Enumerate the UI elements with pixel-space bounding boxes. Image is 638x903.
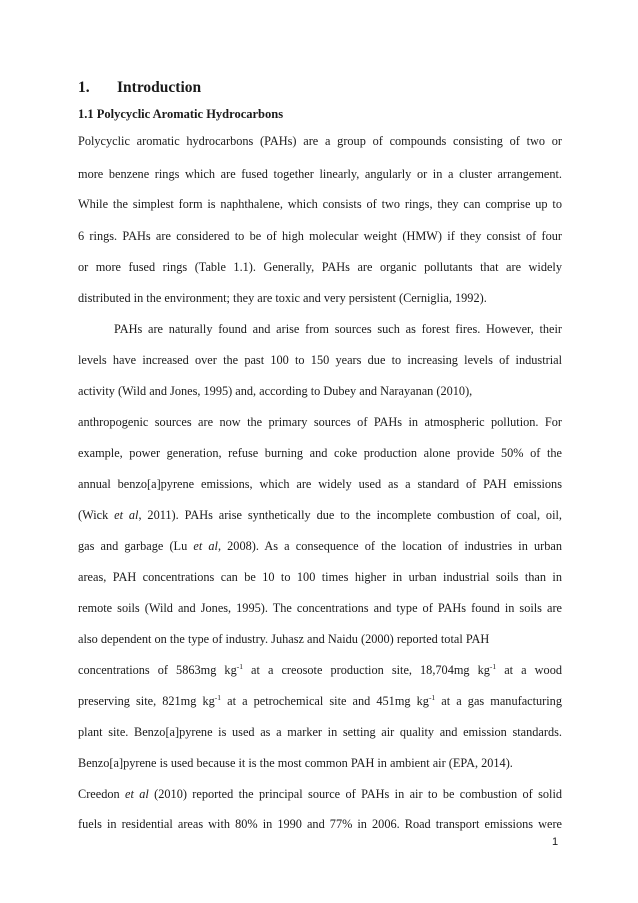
text-segment: at a petrochemical site and 451mg kg: [221, 694, 429, 708]
text-segment: at a creosote production site, 18,704mg kg: [242, 663, 490, 677]
superscript: -1: [428, 693, 436, 702]
text-segment: (2010) reported the principal source of PAHs in air to be combustion of solid: [148, 787, 563, 801]
paragraph-line: annual benzo[a]pyrene emissions, which are widely used as a standard of PAH emissions: [78, 477, 562, 491]
page-number: 1: [552, 836, 559, 848]
paragraph-line: or more fused rings (Table 1.1). Generally, PAHs are organic pollutants that are widely: [78, 260, 562, 274]
section-number: 1.: [78, 79, 90, 96]
paragraph-line: 6 rings. PAHs are considered to be of high molecular weight (HMW) if they consist of four: [78, 229, 562, 243]
italic-et-al: et al: [125, 787, 149, 801]
text-segment: concentrations of 5863mg kg: [78, 663, 237, 677]
text-segment: at a wood: [496, 663, 562, 677]
section-title: Introduction: [117, 79, 202, 96]
text-segment: , 2011). PAHs arise synthetically due to the incomplete combustion of coal, oil,: [138, 508, 562, 522]
superscript: -1: [214, 693, 222, 702]
paragraph-line: PAHs are naturally found and arise from sources such as forest fires. However, their: [114, 322, 562, 336]
paragraph-line: more benzene rings which are fused together linearly, angularly or in a cluster arrangement.: [78, 167, 562, 181]
superscript: -1: [236, 662, 243, 671]
paragraph-line: [78, 786, 562, 802]
italic-et-al: et al: [193, 539, 218, 553]
paragraph-line: Benzo[a]pyrene is used because it is the most common PAH in ambient air (EPA, 2014).: [78, 756, 513, 770]
paragraph-line: example, power generation, refuse burning and coke production alone provide 50% of the: [78, 446, 562, 460]
italic-et-al: et al: [114, 508, 139, 522]
paragraph-line: activity (Wild and Jones, 1995) and, according to Dubey and Narayanan (2010),: [78, 384, 473, 398]
superscript: -1: [489, 662, 497, 671]
text-segment: preserving site, 821mg kg: [78, 694, 215, 708]
text-segment: gas and garbage (Lu: [78, 539, 194, 553]
paragraph-line: [78, 693, 562, 709]
paragraph-line: anthropogenic sources are now the primary sources of PAHs in atmospheric pollution. For: [78, 415, 562, 429]
text-segment: Creedon: [78, 787, 126, 801]
paragraph-line: fuels in residential areas with 80% in 1990 and 77% in 2006. Road transport emissions were: [78, 817, 562, 831]
paragraph-line: [78, 662, 562, 678]
text-segment: , 2008). As a consequence of the location of industries in urban: [217, 539, 563, 553]
paragraph-line: also dependent on the type of industry. Juhasz and Naidu (2000) reported total PAH: [78, 632, 490, 646]
text-segment: at a gas manufacturing: [435, 694, 562, 708]
paragraph-line: levels have increased over the past 100 to 150 years due to increasing levels of industrial: [78, 353, 562, 367]
paragraph-line: distributed in the environment; they are toxic and very persistent (Cerniglia, 1992).: [78, 291, 487, 305]
paragraph-line: While the simplest form is naphthalene, which consists of two rings, they can comprise up to: [78, 197, 562, 211]
paragraph-line: [78, 507, 562, 523]
paragraph-line: [78, 538, 562, 554]
paragraph-line: areas, PAH concentrations can be 10 to 100 times higher in urban industrial soils than in: [78, 570, 562, 584]
text-segment: (Wick: [78, 508, 115, 522]
subsection-heading: 1.1 Polycyclic Aromatic Hydrocarbons: [78, 107, 284, 121]
paragraph-line: remote soils (Wild and Jones, 1995). The concentrations and type of PAHs found in soils are: [78, 601, 562, 615]
paragraph-line: Polycyclic aromatic hydrocarbons (PAHs) are a group of compounds consisting of two or: [78, 134, 562, 148]
paragraph-line: plant site. Benzo[a]pyrene is used as a marker in setting air quality and emission standards.: [78, 725, 562, 739]
section-heading: [78, 79, 201, 97]
